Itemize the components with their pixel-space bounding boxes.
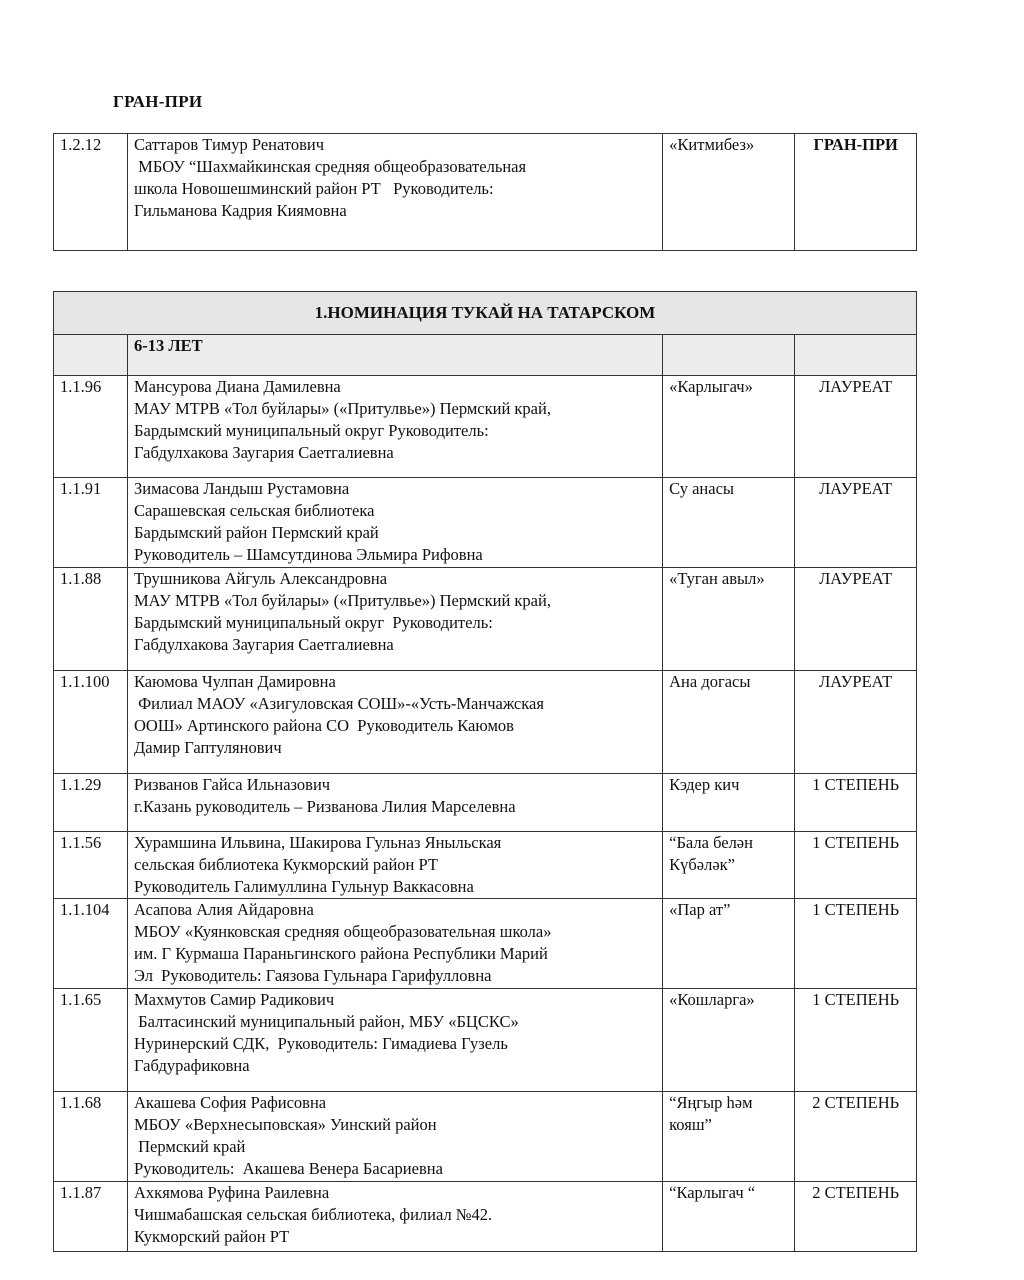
description-line: г.Казань руководитель – Ризванова Лилия Марселевна	[134, 797, 516, 816]
description-line: Нуринерский СДК, Руководитель: Гимадиева Гузель	[134, 1034, 508, 1053]
description-line: Сарашевская сельская библиотека	[134, 501, 375, 520]
entry-description	[128, 478, 663, 568]
entry-award: 1 СТЕПЕНЬ	[795, 832, 917, 899]
entry-number: 1.1.29	[54, 774, 128, 832]
entry-number: 1.1.88	[54, 568, 128, 671]
entry-description	[128, 989, 663, 1092]
entry-row	[54, 899, 917, 989]
description-line: школа Новошешминский район РТ Руководитель:	[134, 179, 494, 198]
entry-award: 1 СТЕПЕНЬ	[795, 989, 917, 1092]
page-heading: ГРАН-ПРИ	[113, 92, 203, 111]
description-line: Ризванов Гайса Ильназович	[134, 775, 331, 794]
entry-number: 1.1.100	[54, 671, 128, 774]
entry-number: 1.1.96	[54, 376, 128, 478]
description-line: Бардымский муниципальный округ Руководитель:	[134, 613, 493, 632]
description-line: Дамир Гаптулянович	[134, 738, 282, 757]
description-line: Гильманова Кадрия Киямовна	[134, 201, 347, 220]
entry-description	[128, 568, 663, 671]
description-line: МБОУ “Шахмайкинская средняя общеобразовательная	[134, 157, 527, 176]
age-group-row	[54, 335, 917, 376]
entry-award: 1 СТЕПЕНЬ	[795, 899, 917, 989]
description-line: Габдулхакова Заугария Саетгалиевна	[134, 443, 394, 462]
entry-row	[54, 568, 917, 671]
description-line: Филиал МАОУ «Азигуловская СОШ»-«Усть-Манчажская	[134, 694, 544, 713]
entry-work-title: “Яңгыр һәм кояш”	[663, 1092, 795, 1182]
entry-award: 2 СТЕПЕНЬ	[795, 1182, 917, 1252]
description-line: Каюмова Чулпан Дамировна	[134, 672, 336, 691]
description-line: МАУ МТРВ «Тол буйлары» («Притулвье») Пермский край,	[134, 399, 551, 418]
entry-description	[128, 899, 663, 989]
entry-work-title: «Карлыгач»	[663, 376, 795, 478]
entry-row	[54, 989, 917, 1092]
entry-number: 1.2.12	[54, 134, 128, 251]
description-line: ООШ» Артинского района СО Руководитель Каюмов	[134, 716, 514, 735]
age-empty-cell	[54, 335, 128, 376]
entry-work-title: Ана догасы	[663, 671, 795, 774]
entry-row	[54, 1092, 917, 1182]
description-line: Балтасинский муниципальный район, МБУ «БЦСКС»	[134, 1012, 519, 1031]
description-line: Хурамшина Ильвина, Шакирова Гульназ Яныльская	[134, 833, 502, 852]
description-line: МАУ МТРВ «Тол буйлары» («Притулвье») Пермский край,	[134, 591, 551, 610]
entry-description	[128, 1182, 663, 1252]
grand-prix-row	[54, 134, 917, 251]
description-line: Чишмабашская сельская библиотека, филиал №42.	[134, 1205, 493, 1224]
description-line: им. Г Курмаша Параньгинского района Республики Марий	[134, 944, 548, 963]
entry-row	[54, 478, 917, 568]
entry-work-title: Су анасы	[663, 478, 795, 568]
description-line: Ахкямова Руфина Раилевна	[134, 1183, 330, 1202]
entry-description	[128, 376, 663, 478]
description-line: Габдулхакова Заугария Саетгалиевна	[134, 635, 394, 654]
grand-prix-table	[53, 133, 917, 251]
entry-work-title: «Пар ат”	[663, 899, 795, 989]
age-empty-cell	[795, 335, 917, 376]
description-line: сельская библиотека Кукморский район РТ	[134, 855, 438, 874]
entry-description	[128, 774, 663, 832]
entry-award: ГРАН-ПРИ	[795, 134, 917, 251]
entry-award: 2 СТЕПЕНЬ	[795, 1092, 917, 1182]
entry-row	[54, 832, 917, 899]
entry-award: ЛАУРЕАТ	[795, 671, 917, 774]
entry-number: 1.1.65	[54, 989, 128, 1092]
entry-award: ЛАУРЕАТ	[795, 376, 917, 478]
description-line: Руководитель – Шамсутдинова Эльмира Рифовна	[134, 545, 483, 564]
description-line: Асапова Алия Айдаровна	[134, 900, 314, 919]
description-line: Бардымский район Пермский край	[134, 523, 379, 542]
description-line: Эл Руководитель: Гаязова Гульнара Гарифулловна	[134, 966, 492, 985]
entry-row	[54, 376, 917, 478]
entry-award: ЛАУРЕАТ	[795, 568, 917, 671]
description-line: Пермский край	[134, 1137, 246, 1156]
entry-description	[128, 1092, 663, 1182]
description-line: Мансурова Диана Дамилевна	[134, 377, 341, 396]
entry-work-title: «Туган авыл»	[663, 568, 795, 671]
age-empty-cell	[663, 335, 795, 376]
entries-body	[54, 376, 917, 1252]
entry-work-title: Кэдер кич	[663, 774, 795, 832]
entry-description	[128, 671, 663, 774]
nomination-header-row	[54, 292, 917, 335]
nomination-title: 1.НОМИНАЦИЯ ТУКАЙ НА ТАТАРСКОМ	[54, 292, 917, 335]
entry-work-title: «Китмибез»	[663, 134, 795, 251]
entry-award: ЛАУРЕАТ	[795, 478, 917, 568]
entry-row	[54, 1182, 917, 1252]
entry-row	[54, 774, 917, 832]
entry-work-title: “Бала белән Күбәләк”	[663, 832, 795, 899]
entry-number: 1.1.91	[54, 478, 128, 568]
description-line: Кукморский район РТ	[134, 1227, 290, 1246]
description-line: Бардымский муниципальный округ Руководитель:	[134, 421, 489, 440]
description-line: Махмутов Самир Радикович	[134, 990, 335, 1009]
entry-number: 1.1.68	[54, 1092, 128, 1182]
description-line: Саттаров Тимур Ренатович	[134, 135, 325, 154]
entry-work-title: «Кошларга»	[663, 989, 795, 1092]
description-line: Габдурафиковна	[134, 1056, 250, 1075]
entry-description	[128, 832, 663, 899]
description-line: Акашева София Рафисовна	[134, 1093, 327, 1112]
description-line: Руководитель: Акашева Венера Басариевна	[134, 1159, 443, 1178]
entry-award: 1 СТЕПЕНЬ	[795, 774, 917, 832]
age-group-label: 6-13 ЛЕТ	[128, 335, 663, 376]
description-line: Зимасова Ландыш Рустамовна	[134, 479, 350, 498]
description-line: Руководитель Галимуллина Гульнур Ваккасовна	[134, 877, 474, 896]
entry-number: 1.1.104	[54, 899, 128, 989]
entry-row	[54, 671, 917, 774]
description-line: Трушникова Айгуль Александровна	[134, 569, 388, 588]
entry-number: 1.1.87	[54, 1182, 128, 1252]
entry-work-title: “Карлыгач “	[663, 1182, 795, 1252]
entry-description	[128, 134, 663, 251]
description-line: МБОУ «Куянковская средняя общеобразовательная школа»	[134, 922, 552, 941]
description-line: МБОУ «Верхнесыповская» Уинский район	[134, 1115, 437, 1134]
entry-number: 1.1.56	[54, 832, 128, 899]
nomination-table	[53, 291, 917, 1252]
